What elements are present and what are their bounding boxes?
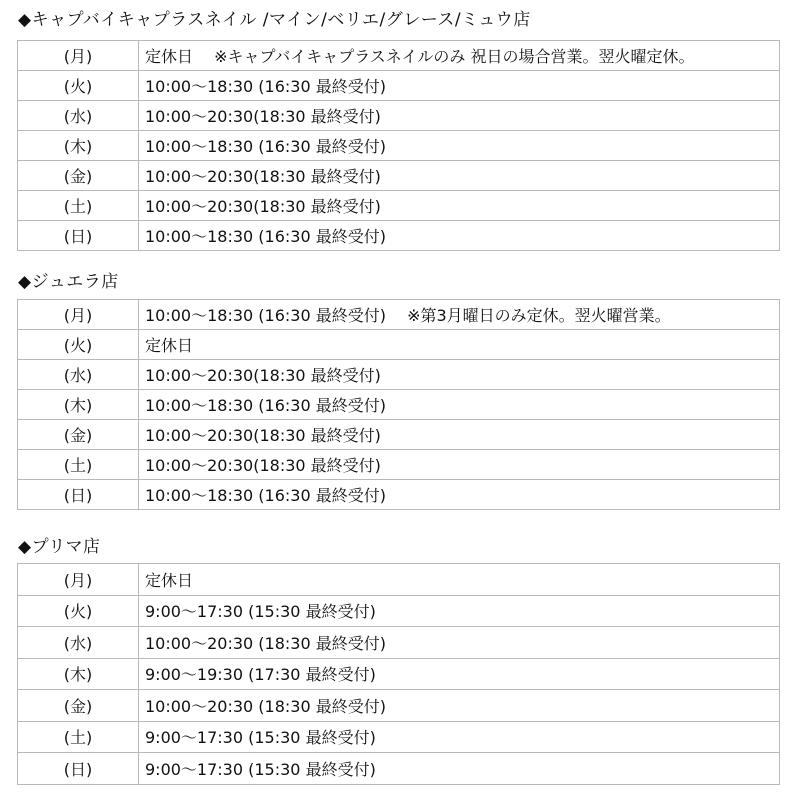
day-cell: (水) [18,360,139,390]
hours-cell: 10:00～20:30(18:30 最終受付) [139,191,780,221]
table-row [18,420,780,450]
hours-table-cap-group [17,40,780,251]
table-row [18,721,780,753]
table-row [18,360,780,390]
hours-cell: 定休日 [139,330,780,360]
table-row [18,221,780,251]
hours-cell: 10:00～20:30 (18:30 最終受付) [139,690,780,722]
hours-cell: 10:00～20:30(18:30 最終受付) [139,420,780,450]
table-row [18,41,780,71]
hours-table-jewela [17,299,780,510]
table-row [18,71,780,101]
hours-cell: 定休日 [139,564,780,596]
day-cell: (水) [18,627,139,659]
day-cell: (火) [18,330,139,360]
table-row [18,300,780,330]
day-cell: (月) [18,564,139,596]
hours-cell: 10:00～20:30 (18:30 最終受付) [139,627,780,659]
hours-cell: 10:00～18:30 (16:30 最終受付) [139,390,780,420]
day-cell: (金) [18,161,139,191]
table-row [18,690,780,722]
hours-cell: 9:00～17:30 (15:30 最終受付) [139,753,780,785]
day-cell: (火) [18,595,139,627]
table-row [18,101,780,131]
hours-cell: 10:00～20:30(18:30 最終受付) [139,161,780,191]
day-cell: (日) [18,753,139,785]
day-cell: (日) [18,480,139,510]
day-cell: (土) [18,450,139,480]
table-row [18,131,780,161]
day-cell: (土) [18,191,139,221]
table-row [18,450,780,480]
hours-table-prima [17,563,780,785]
table-row [18,161,780,191]
table-row [18,390,780,420]
hours-cell: 10:00～20:30(18:30 最終受付) [139,101,780,131]
hours-cell: 9:00～17:30 (15:30 最終受付) [139,721,780,753]
hours-cell: 10:00～18:30 (16:30 最終受付) [139,131,780,161]
hours-cell: 10:00～18:30 (16:30 最終受付) [139,71,780,101]
table-row [18,191,780,221]
hours-cell: 10:00～18:30 (16:30 最終受付) [139,480,780,510]
day-cell: (日) [18,221,139,251]
table-row [18,480,780,510]
table-row [18,753,780,785]
hours-cell: 10:00～18:30 (16:30 最終受付) [139,221,780,251]
table-row [18,595,780,627]
hours-cell: 10:00～18:30 (16:30 最終受付) ※第3月曜日のみ定休。翌火曜営業。 [139,300,780,330]
day-cell: (木) [18,131,139,161]
day-cell: (月) [18,41,139,71]
hours-cell: 9:00～17:30 (15:30 最終受付) [139,595,780,627]
day-cell: (木) [18,658,139,690]
hours-cell: 10:00～20:30(18:30 最終受付) [139,450,780,480]
day-cell: (月) [18,300,139,330]
table-row [18,564,780,596]
day-cell: (金) [18,420,139,450]
section-title-cap-group: ◆キャプバイキャプラスネイル /マイン/ベリエ/グレース/ミュウ店 [18,10,531,30]
hours-cell: 定休日 ※キャプバイキャプラスネイルのみ 祝日の場合営業。翌火曜定休。 [139,41,780,71]
day-cell: (火) [18,71,139,101]
table-row [18,330,780,360]
day-cell: (木) [18,390,139,420]
day-cell: (金) [18,690,139,722]
day-cell: (水) [18,101,139,131]
hours-cell: 10:00～20:30(18:30 最終受付) [139,360,780,390]
table-row [18,627,780,659]
section-title-jewela: ◆ジュエラ店 [18,272,119,292]
hours-cell: 9:00～19:30 (17:30 最終受付) [139,658,780,690]
table-row [18,658,780,690]
section-title-prima: ◆プリマ店 [18,537,101,557]
day-cell: (土) [18,721,139,753]
